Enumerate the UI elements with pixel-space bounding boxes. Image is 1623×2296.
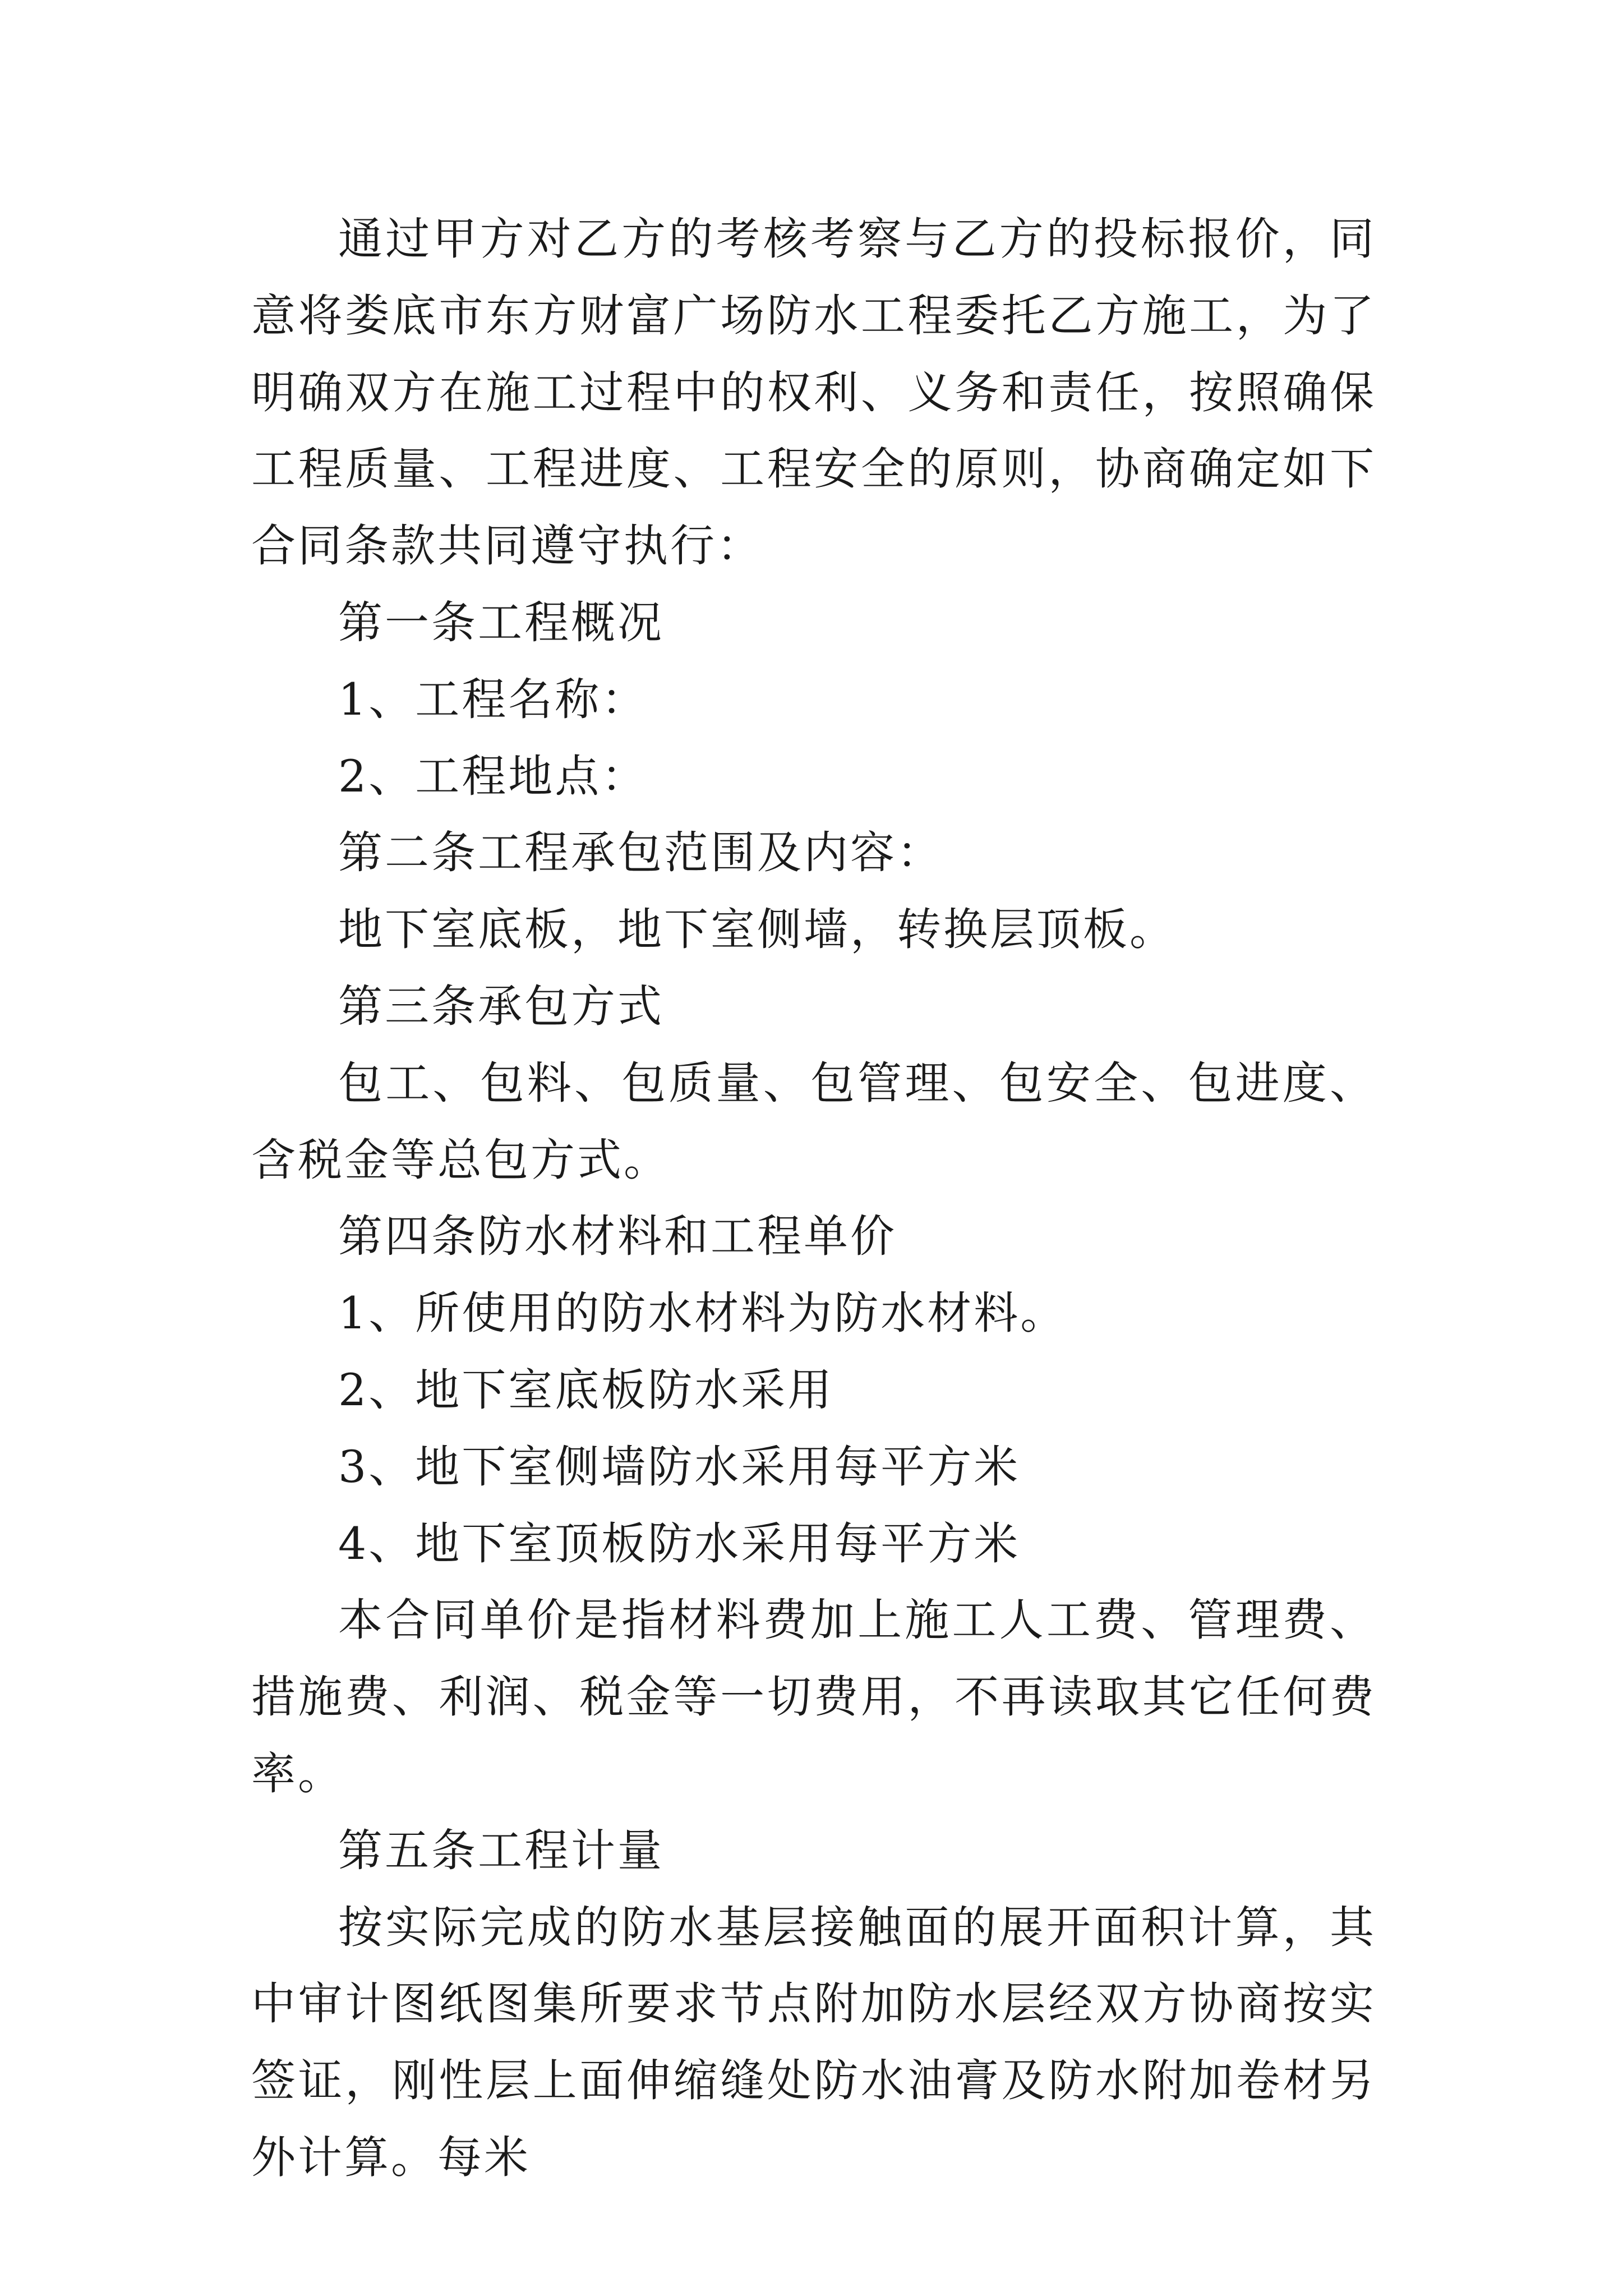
list-item-floor-slab: 2、地下室底板防水采用 — [338, 1364, 834, 1416]
list-item-project-location: 2、工程地点： — [338, 750, 648, 802]
list-item-roof-slab: 4、地下室顶板防水采用每平方米 — [338, 1517, 1021, 1570]
section-heading-5: 第五条工程计量 — [338, 1824, 664, 1876]
document-body — [251, 201, 1376, 2196]
list-item-side-wall: 3、地下室侧墙防水采用每平方米 — [338, 1441, 1021, 1493]
section-heading-4: 第四条防水材料和工程单价 — [338, 1211, 897, 1263]
paragraph-contract-method: 包工、包料、包质量、包管理、包安全、包进度、含税金等总包方式。 — [251, 1057, 1376, 1186]
section-heading-3: 第三条承包方式 — [338, 980, 664, 1032]
paragraph-measurement: 按实际完成的防水基层接触面的展开面积计算，其中审计图纸图集所要求节点附加防水层经双方协商按实签证，刚性层上面伸缩缝处防水油膏及防水附加卷材另外计算。每米 — [251, 1901, 1376, 2183]
section-heading-2: 第二条工程承包范围及内容： — [338, 827, 943, 879]
paragraph-unit-price: 本合同单价是指材料费加上施工人工费、管理费、措施费、利润、税金等一切费用，不再读取其它任何费率。 — [251, 1594, 1376, 1800]
paragraph-intro: 通过甲方对乙方的考核考察与乙方的投标报价，同意将娄底市东方财富广场防水工程委托乙方施工，为了明确双方在施工过程中的权利、义务和责任，按照确保工程质量、工程进度、工程安全的原则，协商确定如下合同条款共同遵守执行： — [251, 213, 1376, 572]
list-item-project-name: 1、工程名称： — [338, 673, 648, 725]
paragraph-scope: 地下室底板，地下室侧墙，转换层顶板。 — [338, 904, 1176, 956]
section-heading-1: 第一条工程概况 — [338, 596, 664, 648]
list-item-material: 1、所使用的防水材料为防水材料。 — [338, 1287, 1067, 1340]
